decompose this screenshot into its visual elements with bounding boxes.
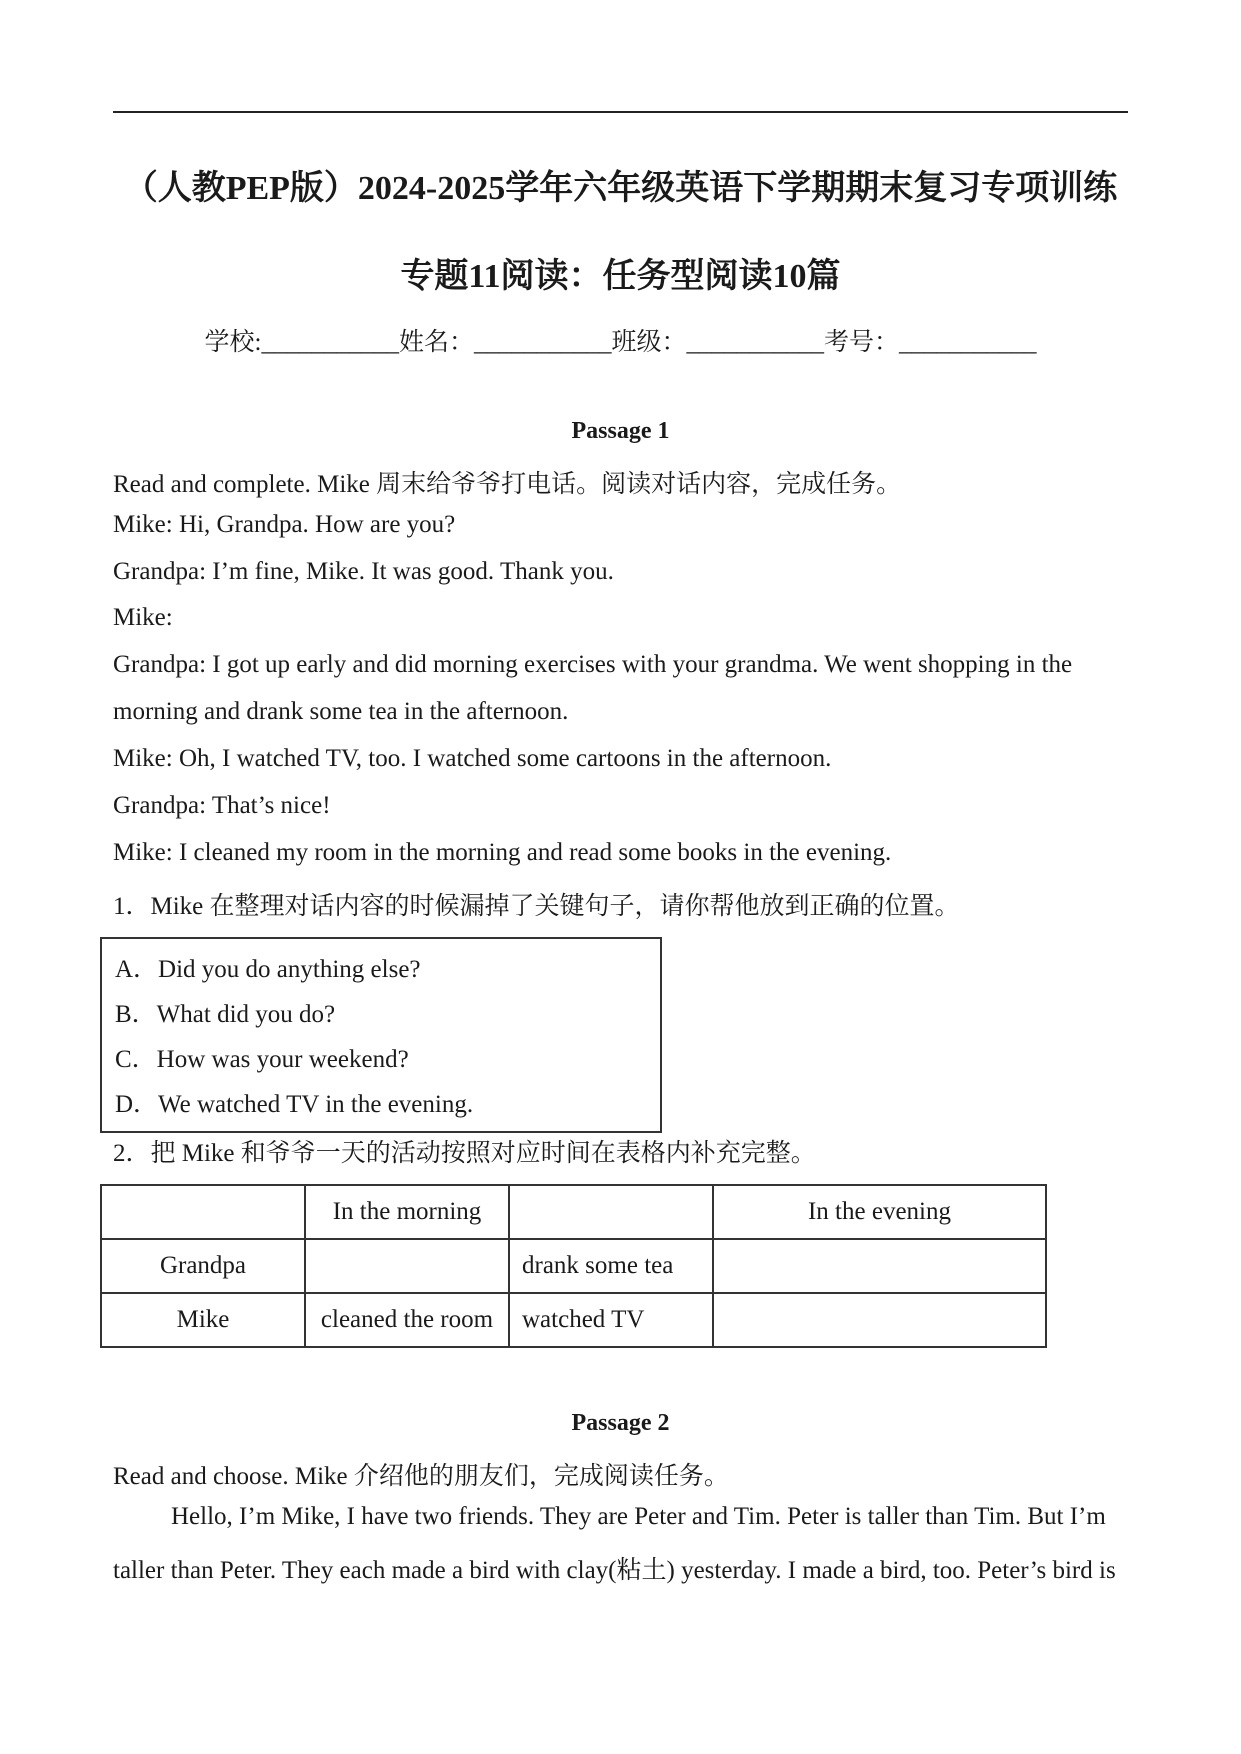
document-title: （人教PEP版）2024-2025学年六年级英语下学期期末复习专项训练 xyxy=(123,170,1118,207)
passage1-heading: Passage 1 xyxy=(571,418,670,444)
dialogue-line: Mike: Hi, Grandpa. How are you? xyxy=(113,511,456,538)
activity-table xyxy=(100,1184,1047,1348)
dialogue-line: Grandpa: I’m fine, Mike. It was good. Thank you. xyxy=(113,558,614,585)
dialogue-line: Mike: I cleaned my room in the morning and read some books in the evening. xyxy=(113,839,892,866)
table-cell xyxy=(509,1185,713,1239)
option-a: A．Did you do anything else? xyxy=(115,956,421,983)
table-cell: In the morning xyxy=(305,1185,509,1239)
dialogue-line: Grandpa: That’s nice! xyxy=(113,792,331,819)
table-cell xyxy=(713,1239,1046,1293)
option-d: D．We watched TV in the evening. xyxy=(115,1091,474,1118)
table-row xyxy=(101,1293,1046,1347)
dialogue-line: Mike: xyxy=(113,604,173,631)
dialogue-line: Grandpa: I got up early and did morning exercises with your grandma. We went shopping in the xyxy=(113,651,1073,678)
options-box xyxy=(100,937,662,1133)
table-row xyxy=(101,1239,1046,1293)
question-2: 2．把 Mike 和爷爷一天的活动按照对应时间在表格内补充完整。 xyxy=(113,1140,816,1167)
table-cell xyxy=(713,1293,1046,1347)
table-cell: drank some tea xyxy=(509,1239,713,1293)
passage2-heading: Passage 2 xyxy=(571,1410,670,1436)
table-header-row xyxy=(101,1185,1046,1239)
header-rule xyxy=(113,111,1128,113)
table-cell: Mike xyxy=(101,1293,305,1347)
student-info-line: 学校:___________姓名：___________班级：___________考号：___________ xyxy=(204,329,1037,356)
dialogue-line: Mike: Oh, I watched TV, too. I watched some cartoons in the afternoon. xyxy=(113,745,832,772)
passage1-instruction: Read and complete. Mike 周末给爷爷打电话。阅读对话内容，完成任务。 xyxy=(113,471,902,498)
table-cell: cleaned the room xyxy=(305,1293,509,1347)
table-cell xyxy=(305,1239,509,1293)
option-b: B．What did you do? xyxy=(115,1001,336,1028)
table-cell: Grandpa xyxy=(101,1239,305,1293)
passage2-text-line: taller than Peter. They each made a bird with clay(粘土) yesterday. I made a bird, too. Peter’s bird is xyxy=(113,1557,1116,1584)
document-subtitle: 专题11阅读：任务型阅读10篇 xyxy=(400,258,841,295)
table-cell xyxy=(101,1185,305,1239)
option-c: C．How was your weekend? xyxy=(115,1046,409,1073)
table-cell: In the evening xyxy=(713,1185,1046,1239)
table-cell: watched TV xyxy=(509,1293,713,1347)
dialogue-line: morning and drank some tea in the afternoon. xyxy=(113,698,569,725)
passage2-instruction: Read and choose. Mike 介绍他的朋友们，完成阅读任务。 xyxy=(113,1463,729,1490)
question-1: 1．Mike 在整理对话内容的时候漏掉了关键句子，请你帮他放到正确的位置。 xyxy=(113,893,960,920)
passage2-text-line: Hello, I’m Mike, I have two friends. They are Peter and Tim. Peter is taller than Tim. But I’m xyxy=(171,1503,1106,1530)
